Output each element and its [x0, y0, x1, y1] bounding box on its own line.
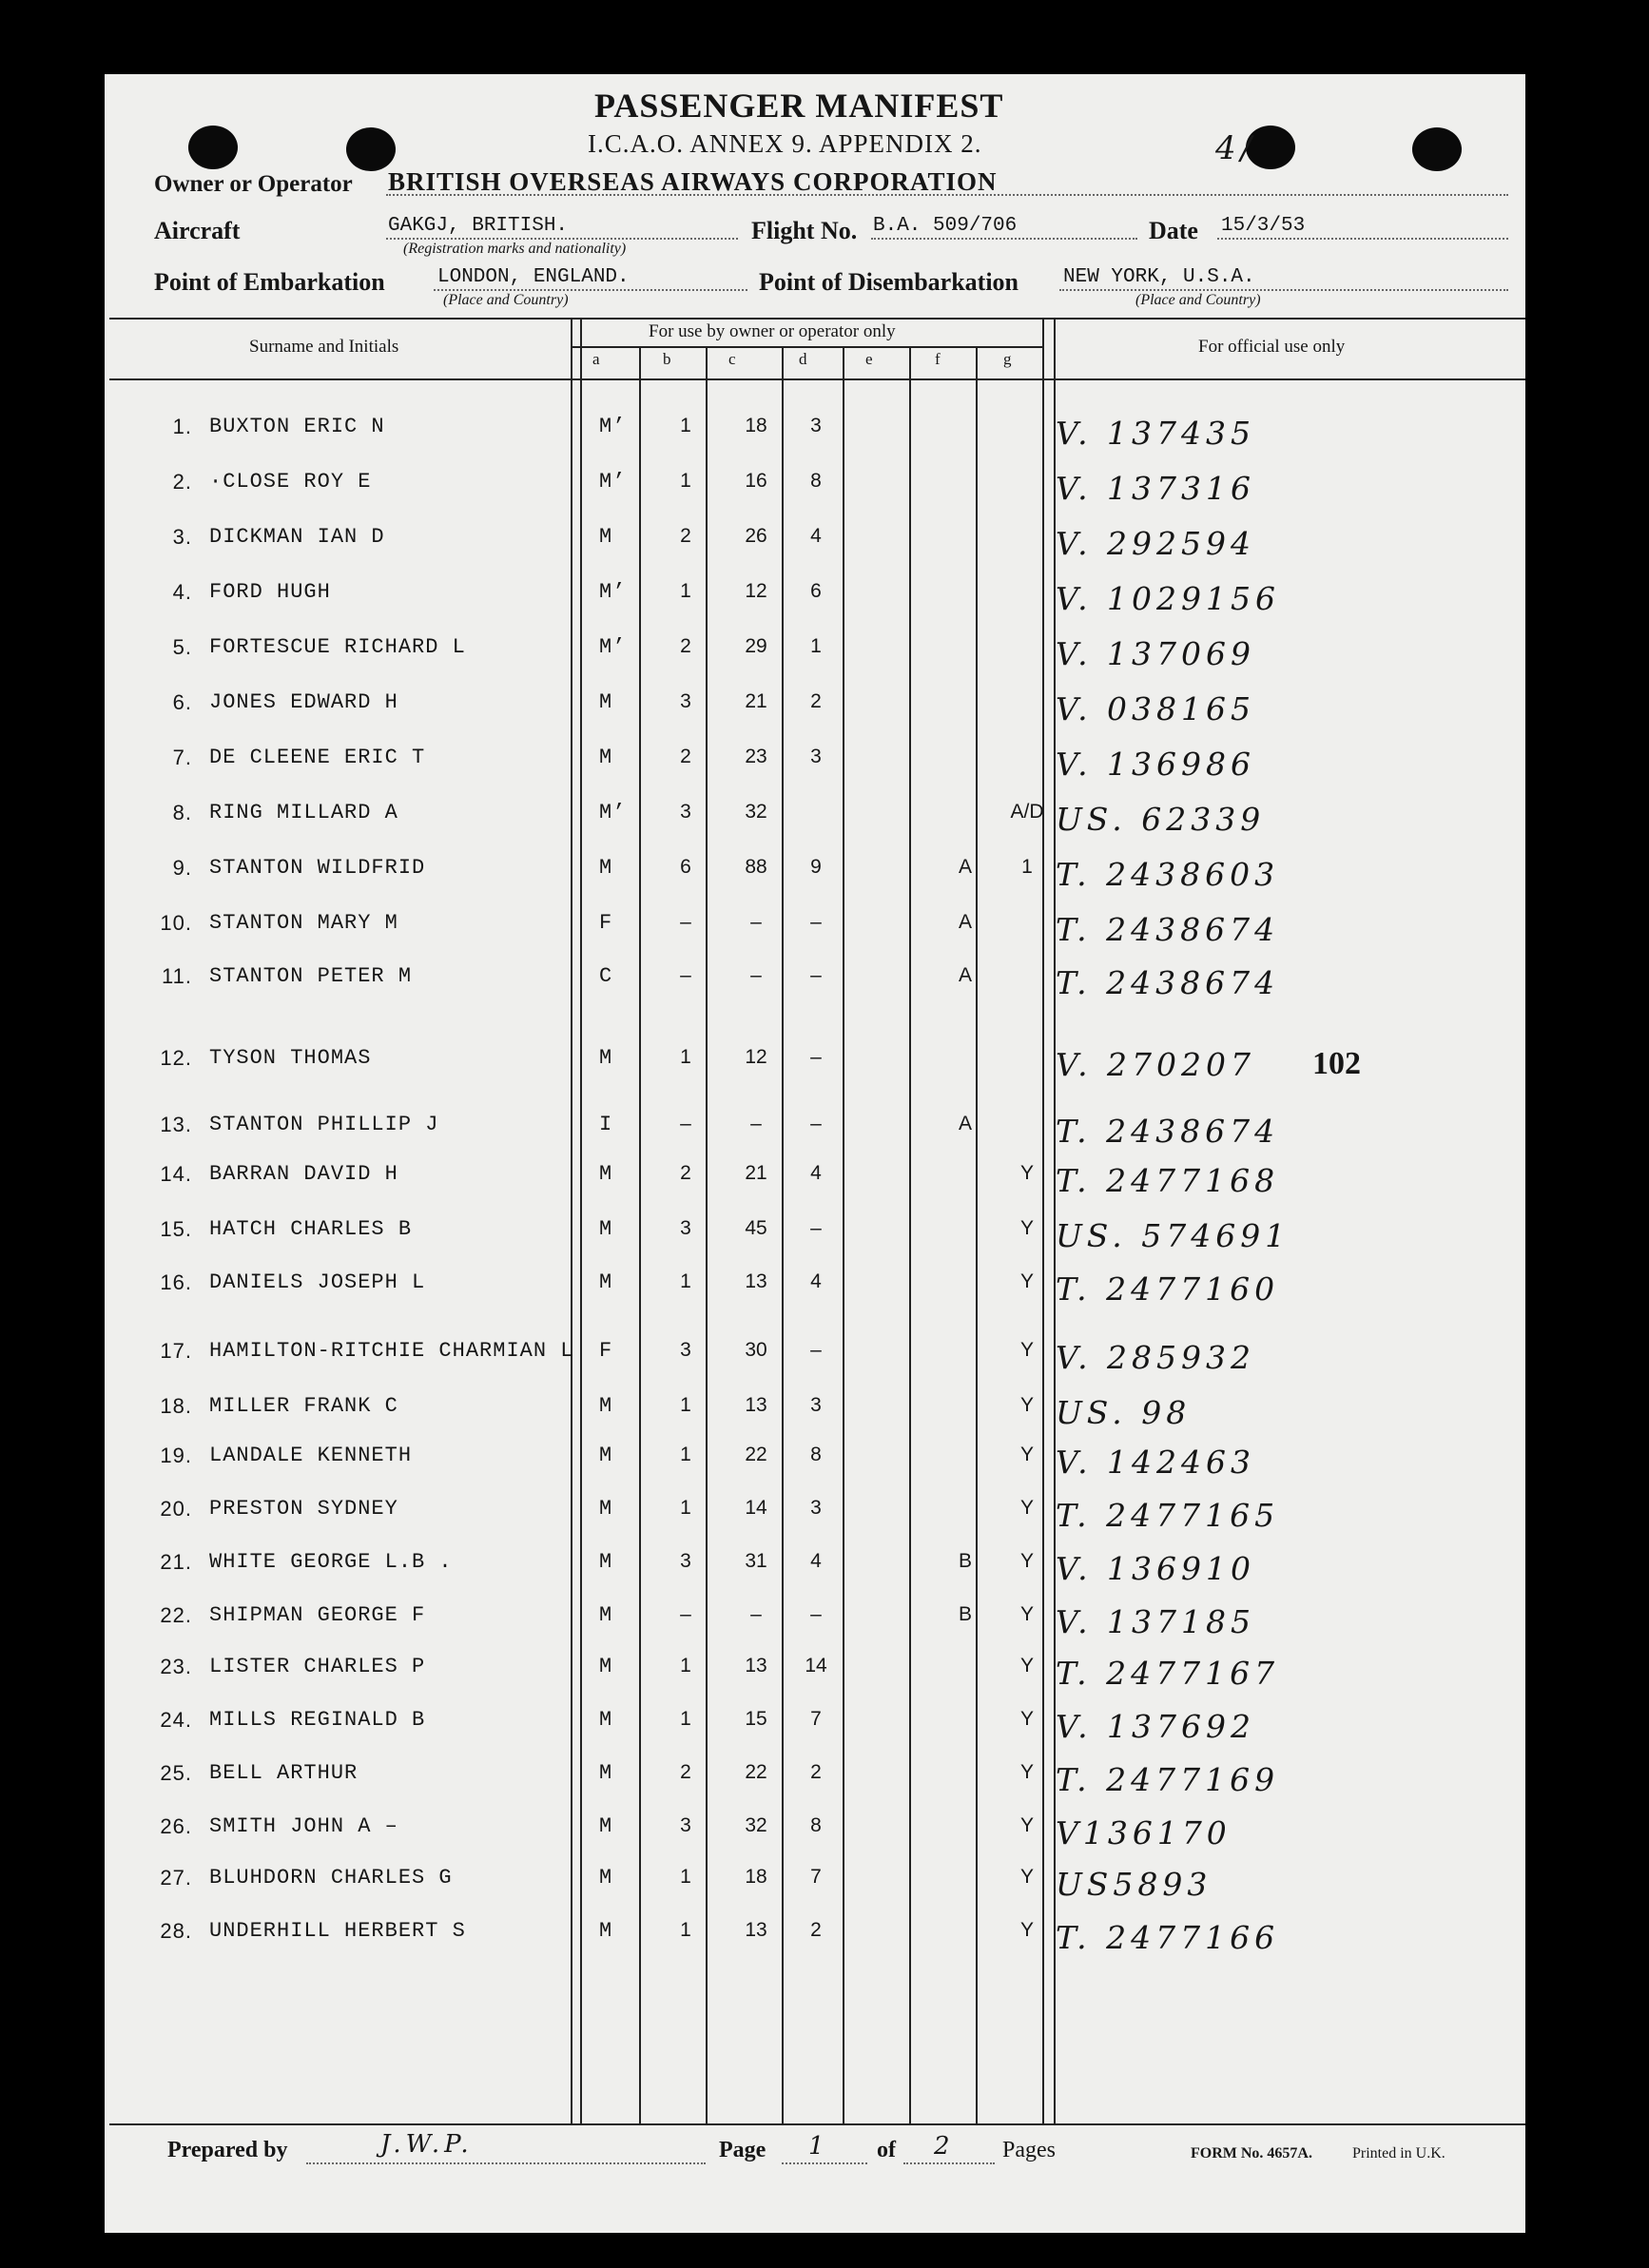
- official-reference: US5893: [1056, 1866, 1212, 1903]
- official-reference: T. 2438603: [1056, 856, 1280, 893]
- col-b-value: 1: [680, 1394, 691, 1416]
- aircraft-value: GAKGJ, BRITISH.: [388, 215, 569, 237]
- col-f-label: f: [935, 350, 941, 368]
- official-reference: US. 62339: [1056, 801, 1266, 838]
- punch-hole: [188, 126, 238, 169]
- official-reference: V. 136910: [1056, 1550, 1256, 1587]
- passenger-name: LISTER CHARLES P: [209, 1655, 426, 1678]
- sex-code: M: [599, 1217, 613, 1241]
- date-label: Date: [1149, 217, 1198, 244]
- row-number: 16.: [160, 1270, 192, 1294]
- owner-use-header: For use by owner or operator only: [649, 321, 896, 341]
- row-number: 5.: [172, 635, 192, 659]
- col-g-value: Y: [1019, 1603, 1034, 1625]
- col-g-value: Y: [1019, 1217, 1034, 1239]
- row-number: 25.: [160, 1761, 192, 1785]
- col-c-value: 12: [745, 1046, 767, 1068]
- official-reference: V. 285932: [1056, 1339, 1256, 1376]
- flight-value: B.A. 509/706: [873, 215, 1018, 237]
- col-e-label: e: [865, 350, 873, 368]
- col-b-value: –: [680, 1113, 691, 1134]
- passenger-name: WHITE GEORGE L.B .: [209, 1550, 453, 1574]
- sex-code: M’: [599, 580, 627, 604]
- sex-code: M: [599, 1046, 613, 1070]
- passenger-name: FORTESCUE RICHARD L: [209, 635, 466, 659]
- passenger-name: BLUHDORN CHARLES G: [209, 1866, 453, 1890]
- date-value: 15/3/53: [1221, 215, 1306, 237]
- row-number: 6.: [172, 690, 192, 714]
- of-value: 2: [934, 2132, 955, 2161]
- sex-code: M: [599, 1162, 613, 1186]
- table-row: [105, 856, 1525, 894]
- col-g-label: g: [1003, 350, 1012, 368]
- col-b-value: 1: [680, 1708, 691, 1730]
- row-number: 20.: [160, 1497, 192, 1521]
- col-c-value: 13: [745, 1655, 767, 1677]
- sex-code: M: [599, 746, 613, 769]
- col-c-value: 14: [745, 1497, 767, 1519]
- col-f-value: A: [958, 1113, 972, 1134]
- passenger-name: PRESTON SYDNEY: [209, 1497, 398, 1521]
- col-b-value: 1: [680, 415, 691, 436]
- col-g-value: Y: [1019, 1550, 1034, 1572]
- pages-label: Pages: [1002, 2138, 1056, 2162]
- col-c-value: 12: [745, 580, 767, 602]
- col-b-value: –: [680, 911, 691, 933]
- row-number: 22.: [160, 1603, 192, 1627]
- sex-code: M: [599, 1814, 613, 1838]
- col-d-value: 2: [810, 1761, 822, 1783]
- table-row: [105, 1339, 1525, 1377]
- sex-code: M: [599, 1919, 613, 1943]
- sex-code: M’: [599, 801, 627, 824]
- passenger-name: STANTON PHILLIP J: [209, 1113, 439, 1136]
- row-number: 8.: [172, 801, 192, 824]
- sex-code: M: [599, 1866, 613, 1890]
- official-use-header: For official use only: [1198, 337, 1346, 357]
- col-c-value: 32: [745, 801, 767, 823]
- col-d-value: 7: [810, 1708, 822, 1730]
- aircraft-label: Aircraft: [154, 217, 241, 244]
- row-note: 102: [1312, 1046, 1361, 1081]
- official-reference: V. 137435: [1056, 415, 1256, 452]
- sex-code: M’: [599, 415, 627, 438]
- table-row: [105, 911, 1525, 949]
- surname-header: Surname and Initials: [249, 337, 399, 357]
- col-d-value: –: [810, 1339, 822, 1361]
- row-number: 21.: [160, 1550, 192, 1574]
- official-reference: V. 270207: [1056, 1046, 1256, 1083]
- official-reference: T. 2477169: [1056, 1761, 1280, 1798]
- row-number: 28.: [160, 1919, 192, 1943]
- col-b-value: 3: [680, 801, 691, 823]
- table-row: [105, 1761, 1525, 1799]
- col-g-value: 1: [1021, 856, 1033, 878]
- passenger-name: BARRAN DAVID H: [209, 1162, 398, 1186]
- col-c-value: 30: [745, 1339, 767, 1361]
- table-row: [105, 746, 1525, 784]
- col-b-value: –: [680, 964, 691, 986]
- table-row: [105, 635, 1525, 673]
- embark-value: LONDON, ENGLAND.: [437, 266, 630, 288]
- page-subtitle: I.C.A.O. ANNEX 9. APPENDIX 2.: [588, 129, 982, 158]
- table-row: [105, 1655, 1525, 1693]
- passenger-name: BUXTON ERIC N: [209, 415, 385, 438]
- col-f-value: B: [958, 1603, 972, 1625]
- owner-value: BRITISH OVERSEAS AIRWAYS CORPORATION: [388, 167, 998, 196]
- col-d-value: 14: [805, 1655, 827, 1677]
- disembark-value: NEW YORK, U.S.A.: [1063, 266, 1255, 288]
- col-b-value: 1: [680, 1919, 691, 1941]
- official-reference: V. 142463: [1056, 1444, 1256, 1481]
- col-f-value: A: [958, 964, 972, 986]
- col-b-value: 3: [680, 690, 691, 712]
- table-row: [105, 1919, 1525, 1957]
- prepared-value: J.W.P.: [380, 2130, 474, 2159]
- col-g-value: Y: [1019, 1814, 1034, 1836]
- col-d-value: 3: [810, 1394, 822, 1416]
- sex-code: I: [599, 1113, 613, 1136]
- table-row: [105, 964, 1525, 1002]
- col-d-label: d: [799, 350, 807, 368]
- row-number: 3.: [172, 525, 192, 549]
- official-reference: V. 292594: [1056, 525, 1256, 562]
- col-b-value: 2: [680, 635, 691, 657]
- col-c-label: c: [728, 350, 736, 368]
- col-c-value: 15: [745, 1708, 767, 1730]
- of-label: of: [877, 2138, 896, 2162]
- row-number: 15.: [160, 1217, 192, 1241]
- official-reference: V. 136986: [1056, 746, 1256, 783]
- passenger-name: ·CLOSE ROY E: [209, 470, 372, 494]
- official-reference: T. 2438674: [1056, 1113, 1280, 1150]
- official-reference: V. 137185: [1056, 1603, 1256, 1640]
- table-row: [105, 580, 1525, 618]
- col-c-value: 32: [745, 1814, 767, 1836]
- col-d-value: 1: [810, 635, 822, 657]
- sex-code: M: [599, 525, 613, 549]
- aircraft-hint: (Registration marks and nationality): [403, 241, 627, 257]
- table-row: [105, 470, 1525, 508]
- official-reference: T. 2438674: [1056, 964, 1280, 1001]
- passenger-name: RING MILLARD A: [209, 801, 398, 824]
- page-value: 1: [808, 2132, 829, 2161]
- col-b-value: 1: [680, 1046, 691, 1068]
- owner-label: Owner or Operator: [154, 171, 353, 197]
- official-reference: V. 038165: [1056, 690, 1256, 727]
- col-c-value: 31: [745, 1550, 767, 1572]
- col-c-value: 45: [745, 1217, 767, 1239]
- table-row: [105, 690, 1525, 728]
- table-row: [105, 1217, 1525, 1255]
- col-c-value: 29: [745, 635, 767, 657]
- passenger-name: HATCH CHARLES B: [209, 1217, 413, 1241]
- printed-in: Printed in U.K.: [1352, 2145, 1445, 2161]
- col-d-value: 4: [810, 525, 822, 547]
- sex-code: M: [599, 1655, 613, 1678]
- col-b-value: 3: [680, 1339, 691, 1361]
- form-number: FORM No. 4657A.: [1191, 2145, 1312, 2161]
- col-b-value: 1: [680, 470, 691, 492]
- col-d-value: 3: [810, 1497, 822, 1519]
- passenger-name: SHIPMAN GEORGE F: [209, 1603, 426, 1627]
- sex-code: M: [599, 690, 613, 714]
- official-reference: T. 2477165: [1056, 1497, 1280, 1534]
- official-reference: T. 2438674: [1056, 911, 1280, 948]
- col-d-value: 4: [810, 1550, 822, 1572]
- table-row: [105, 1394, 1525, 1432]
- col-c-value: –: [750, 964, 762, 986]
- table-row: [105, 1708, 1525, 1746]
- row-number: 13.: [160, 1113, 192, 1136]
- sex-code: M: [599, 1708, 613, 1732]
- col-d-value: –: [810, 1113, 822, 1134]
- col-d-value: –: [810, 1046, 822, 1068]
- table-row: [105, 525, 1525, 563]
- row-number: 11.: [162, 964, 192, 988]
- sex-code: M: [599, 1394, 613, 1418]
- col-d-value: 8: [810, 470, 822, 492]
- table-row: [105, 1162, 1525, 1200]
- row-number: 24.: [160, 1708, 192, 1732]
- row-number: 26.: [160, 1814, 192, 1838]
- col-d-value: 2: [810, 1919, 822, 1941]
- col-g-value: Y: [1019, 1339, 1034, 1361]
- col-d-value: 4: [810, 1270, 822, 1292]
- table-row: [105, 1866, 1525, 1904]
- sex-code: M’: [599, 635, 627, 659]
- row-number: 10.: [160, 911, 192, 935]
- page-title: PASSENGER MANIFEST: [594, 87, 1004, 125]
- col-c-value: 18: [745, 1866, 767, 1888]
- col-c-value: –: [750, 1603, 762, 1625]
- col-d-value: 3: [810, 746, 822, 767]
- sex-code: M: [599, 1603, 613, 1627]
- col-g-value: A/D: [1010, 801, 1044, 823]
- official-reference: V. 137692: [1056, 1708, 1256, 1745]
- passenger-name: MILLS REGINALD B: [209, 1708, 426, 1732]
- corner-mark: 4∕: [1215, 129, 1257, 167]
- sex-code: M: [599, 1761, 613, 1785]
- row-number: 9.: [172, 856, 192, 880]
- col-d-value: –: [810, 911, 822, 933]
- col-d-value: 9: [810, 856, 822, 878]
- col-b-value: 1: [680, 1655, 691, 1677]
- col-d-value: –: [810, 1603, 822, 1625]
- col-a-label: a: [592, 350, 600, 368]
- col-g-value: Y: [1019, 1866, 1034, 1888]
- col-b-value: 3: [680, 1814, 691, 1836]
- col-g-value: Y: [1019, 1761, 1034, 1783]
- table-row: [105, 1497, 1525, 1535]
- col-b-value: 1: [680, 1270, 691, 1292]
- table-row: [105, 801, 1525, 839]
- col-d-value: 8: [810, 1814, 822, 1836]
- row-number: 14.: [160, 1162, 192, 1186]
- table-row: [105, 1814, 1525, 1852]
- passenger-name: STANTON WILDFRID: [209, 856, 426, 880]
- col-b-value: 1: [680, 1497, 691, 1519]
- col-c-value: 23: [745, 746, 767, 767]
- row-number: 4.: [172, 580, 192, 604]
- col-b-value: 2: [680, 746, 691, 767]
- official-reference: V136170: [1056, 1814, 1232, 1851]
- manifest-sheet: [105, 74, 1525, 2233]
- passenger-name: FORD HUGH: [209, 580, 331, 604]
- passenger-name: HAMILTON-RITCHIE CHARMIAN L: [209, 1339, 574, 1363]
- punch-hole: [1412, 127, 1462, 171]
- col-f-value: B: [958, 1550, 972, 1572]
- table-row: [105, 1444, 1525, 1482]
- col-c-value: –: [750, 911, 762, 933]
- col-g-value: Y: [1019, 1655, 1034, 1677]
- official-reference: T. 2477167: [1056, 1655, 1280, 1692]
- passenger-name: MILLER FRANK C: [209, 1394, 398, 1418]
- sex-code: F: [599, 1339, 613, 1363]
- col-g-value: Y: [1019, 1444, 1034, 1465]
- col-f-value: A: [958, 911, 972, 933]
- col-b-value: 3: [680, 1550, 691, 1572]
- col-c-value: 21: [745, 1162, 767, 1184]
- row-number: 2.: [172, 470, 192, 494]
- col-c-value: 13: [745, 1919, 767, 1941]
- col-b-value: –: [680, 1603, 691, 1625]
- row-number: 1.: [172, 415, 192, 438]
- table-row: [105, 1113, 1525, 1151]
- passenger-name: DANIELS JOSEPH L: [209, 1270, 426, 1294]
- sex-code: F: [599, 911, 613, 935]
- row-number: 23.: [160, 1655, 192, 1678]
- embark-hint: (Place and Country): [443, 292, 569, 308]
- col-d-value: 7: [810, 1866, 822, 1888]
- disembark-hint: (Place and Country): [1135, 292, 1261, 308]
- page-label: Page: [719, 2138, 766, 2162]
- row-number: 17.: [160, 1339, 192, 1363]
- passenger-name: STANTON PETER M: [209, 964, 413, 988]
- passenger-name: UNDERHILL HERBERT S: [209, 1919, 466, 1943]
- table-row: [105, 415, 1525, 453]
- col-d-value: 2: [810, 690, 822, 712]
- col-d-value: 4: [810, 1162, 822, 1184]
- row-number: 19.: [160, 1444, 192, 1467]
- col-b-label: b: [663, 350, 671, 368]
- col-g-value: Y: [1019, 1919, 1034, 1941]
- col-g-value: Y: [1019, 1497, 1034, 1519]
- official-reference: V. 137069: [1056, 635, 1256, 672]
- col-b-value: 2: [680, 525, 691, 547]
- col-c-value: 13: [745, 1270, 767, 1292]
- table-row: [105, 1046, 1525, 1084]
- table-row: [105, 1550, 1525, 1588]
- sex-code: M: [599, 1550, 613, 1574]
- row-number: 27.: [160, 1866, 192, 1890]
- sex-code: M’: [599, 470, 627, 494]
- embark-label: Point of Embarkation: [154, 268, 385, 296]
- official-reference: T. 2477160: [1056, 1270, 1280, 1308]
- punch-hole: [346, 127, 396, 171]
- sex-code: M: [599, 856, 613, 880]
- table-row: [105, 1270, 1525, 1308]
- official-reference: T. 2477166: [1056, 1919, 1280, 1956]
- passenger-name: STANTON MARY M: [209, 911, 398, 935]
- col-c-value: 26: [745, 525, 767, 547]
- col-g-value: Y: [1019, 1270, 1034, 1292]
- official-reference: US. 98: [1056, 1394, 1192, 1431]
- passenger-name: JONES EDWARD H: [209, 690, 398, 714]
- col-b-value: 2: [680, 1162, 691, 1184]
- col-c-value: 16: [745, 470, 767, 492]
- col-g-value: Y: [1019, 1162, 1034, 1184]
- col-c-value: –: [750, 1113, 762, 1134]
- passenger-name: BELL ARTHUR: [209, 1761, 359, 1785]
- official-reference: V. 1029156: [1056, 580, 1281, 617]
- disembark-label: Point of Disembarkation: [759, 268, 1018, 296]
- passenger-name: TYSON THOMAS: [209, 1046, 372, 1070]
- col-c-value: 88: [745, 856, 767, 878]
- col-g-value: Y: [1019, 1708, 1034, 1730]
- col-d-value: 6: [810, 580, 822, 602]
- col-b-value: 6: [680, 856, 691, 878]
- row-number: 7.: [172, 746, 192, 769]
- col-b-value: 2: [680, 1761, 691, 1783]
- col-d-value: –: [810, 1217, 822, 1239]
- flight-label: Flight No.: [751, 217, 858, 244]
- col-f-value: A: [958, 856, 972, 878]
- col-b-value: 1: [680, 580, 691, 602]
- sex-code: M: [599, 1497, 613, 1521]
- official-reference: T. 2477168: [1056, 1162, 1280, 1199]
- col-d-value: 3: [810, 415, 822, 436]
- passenger-name: SMITH JOHN A –: [209, 1814, 398, 1838]
- table-row: [105, 1603, 1525, 1641]
- row-number: 12.: [160, 1046, 192, 1070]
- passenger-name: LANDALE KENNETH: [209, 1444, 413, 1467]
- prepared-label: Prepared by: [167, 2138, 288, 2162]
- col-g-value: Y: [1019, 1394, 1034, 1416]
- col-c-value: 13: [745, 1394, 767, 1416]
- sex-code: M: [599, 1270, 613, 1294]
- sex-code: C: [599, 964, 613, 988]
- col-c-value: 18: [745, 415, 767, 436]
- col-c-value: 22: [745, 1444, 767, 1465]
- col-c-value: 22: [745, 1761, 767, 1783]
- col-d-value: 8: [810, 1444, 822, 1465]
- official-reference: US. 574691: [1056, 1217, 1290, 1254]
- official-reference: V. 137316: [1056, 470, 1256, 507]
- col-c-value: 21: [745, 690, 767, 712]
- col-b-value: 1: [680, 1444, 691, 1465]
- row-number: 18.: [160, 1394, 192, 1418]
- passenger-name: DE CLEENE ERIC T: [209, 746, 426, 769]
- passenger-name: DICKMAN IAN D: [209, 525, 385, 549]
- col-b-value: 1: [680, 1866, 691, 1888]
- col-d-value: –: [810, 964, 822, 986]
- col-b-value: 3: [680, 1217, 691, 1239]
- sex-code: M: [599, 1444, 613, 1467]
